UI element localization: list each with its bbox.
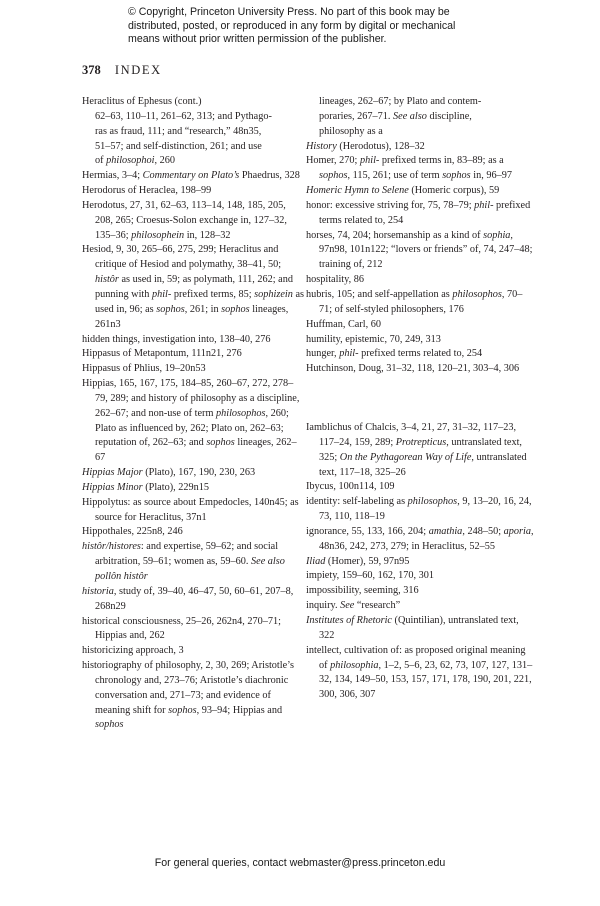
entry-line: Heraclitus of Ephesus (cont.) [82,96,202,107]
index-entry: Herodorus of Heraclea, 198–99 [82,185,212,197]
index-entry: Huffman, Carl, 60 [306,318,381,330]
index-entry: horses, 74, 204; horsemanship as a kind of sophia, 97n98, 101n122; “lovers or friends” of, 74, 247–48; training of, 212 [306,229,533,271]
entry-line: 51–57; and self-distinction, 261; and use [95,140,262,152]
index-entry: Homeric Hymn to Selene (Homeric corpus), 59 [306,185,500,197]
letter-gap [306,377,534,421]
index-entry-continued [82,95,304,169]
index-entry: impiety, 159–60, 162, 170, 301 [306,570,435,582]
entry-line: philosophy as a [319,125,383,137]
index-entry: Hippias Major (Plato), 167, 190, 230, 263 [82,467,256,479]
page-number: 378 [82,63,101,77]
copyright-line: © Copyright, Princeton University Press. No part of this book may be [128,6,450,18]
copyright-line: means without prior written permission of the publisher. [128,33,387,46]
index-entry: Hutchinson, Doug, 31–32, 118, 120–21, 303–4, 306 [306,363,520,375]
index-entry: Hippias, 165, 167, 175, 184–85, 260–67, 272, 278–79, 289; and history of philosophy as a discipline, 262–67; and non-use of term philosophos, 260; Plato as influenced by, 262; Plato on, 262–63; reputation of, 262–63; and sophos lineages, 262–67 [82,378,300,464]
index-entry: Hippasus of Metapontum, 111n21, 276 [82,348,242,360]
index-entry-continued [306,95,534,140]
index-entry: Iamblichus of Chalcis, 3–4, 21, 27, 31–32, 117–23, 117–24, 159, 289; Protrepticus, untranslated text, 325; On the Pythagorean Way of Life, untranslated text, 117–18, 325–26 [306,422,527,478]
index-entry: humility, epistemic, 70, 249, 313 [306,333,441,345]
index-entry: hidden things, investigation into, 138–40, 276 [82,333,271,345]
index-entry: Hesiod, 9, 30, 265–66, 275, 299; Heraclitus and critique of Hesiod and polymathy, 38–41, 50; histôr as used in, 59; as polymath, 111, 262; and punning with phil- prefixed terms, 85; sophizein as used in, 96; as sophos, 261; in sophos lineages, 261n3 [82,244,304,330]
entry-line: ras as fraud, 111; and “research,” 48n35, [95,125,262,137]
index-entry: identity: self-labeling as philosophos, 9, 13–20, 16, 24, 73, 110, 118–19 [306,496,532,523]
index-entry: historiography of philosophy, 2, 30, 269; Aristotle’s chronology and, 273–76; Aristotle’s diachronic conversation and, 271–73; and evidence of meaning shift for sophos, 93–94; Hippias and sophos [82,660,295,731]
index-entry: hunger, phil- prefixed terms related to, 254 [306,348,483,360]
entry-line: lineages, 262–67; by Plato and contem- [319,96,482,107]
index-column-right [306,95,534,703]
index-entry: historical consciousness, 25–26, 262n4, 270–71; Hippias and, 262 [82,615,282,642]
index-entry: History (Herodotus), 128–32 [306,140,425,152]
index-entry: Hermias, 3–4; Commentary on Plato’s Phaedrus, 328 [82,170,300,182]
index-entry: intellect, cultivation of: as proposed original meaning of philosophia, 1–2, 5–6, 23, 62, 73, 107, 127, 131–32, 134, 149–50, 153, 157, 171, 178, 190, 201, 221, 300, 306, 307 [306,644,533,701]
index-entry: Hippasus of Phlius, 19–20n53 [82,363,206,375]
index-column-left [82,95,304,733]
index-entry: Hippias Minor (Plato), 229n15 [82,481,209,493]
index-entry: historia, study of, 39–40, 46–47, 50, 60–61, 207–8, 268n29 [82,585,294,612]
index-entry: historicizing approach, 3 [82,645,184,657]
index-entry: honor: excessive striving for, 75, 78–79; phil- prefixed terms related to, 254 [306,199,531,226]
entry-line: of philosophoi, 260 [95,155,176,167]
index-entry: Institutes of Rhetoric (Quintilian), untranslated text, 322 [306,615,519,641]
index-entry: Hippolytus: as source about Empedocles, 140n45; as source for Heraclitus, 37n1 [82,496,299,523]
index-entry: Ibycus, 100n114, 109 [306,481,395,493]
index-entry: Herodotus, 27, 31, 62–63, 113–14, 148, 185, 205, 208, 265; Croesus-Solon exchange in, 127–32, 135–36; philosophein in, 128–32 [82,199,287,241]
copyright-notice [128,6,488,47]
index-entry: hospitality, 86 [306,274,364,286]
running-header [82,63,162,78]
index-entry: hubris, 105; and self-appellation as philosophos, 70–71; of self-styled philosophers, 176 [306,288,523,315]
index-entry: ignorance, 55, 133, 166, 204; amathia, 248–50; aporia, 48n36, 242, 273, 279; in Heraclitus, 52–55 [306,525,534,552]
entry-line: poraries, 267–71. See also discipline, [319,110,472,122]
index-entry: Homer, 270; phil- prefixed terms in, 83–89; as a sophos, 115, 261; use of term sophos in, 96–97 [306,155,512,182]
index-entry: Hippothales, 225n8, 246 [82,526,183,538]
index-entry: Iliad (Homer), 59, 97n95 [306,555,410,567]
index-entry: histôr/histores: and expertise, 59–62; and social arbitration, 59–61; women as, 59–60. See also pollôn histôr [82,541,285,582]
running-title: INDEX [114,63,162,77]
copyright-line: distributed, posted, or reproduced in any form by digital or mechanical [128,19,456,32]
footer-contact: For general queries, contact webmaster@press.princeton.edu [154,857,446,869]
index-entry: impossibility, seeming, 316 [306,585,419,597]
index-entry: inquiry. See “research” [306,600,401,612]
entry-line: 62–63, 110–11, 261–62, 313; and Pythago- [95,110,272,122]
